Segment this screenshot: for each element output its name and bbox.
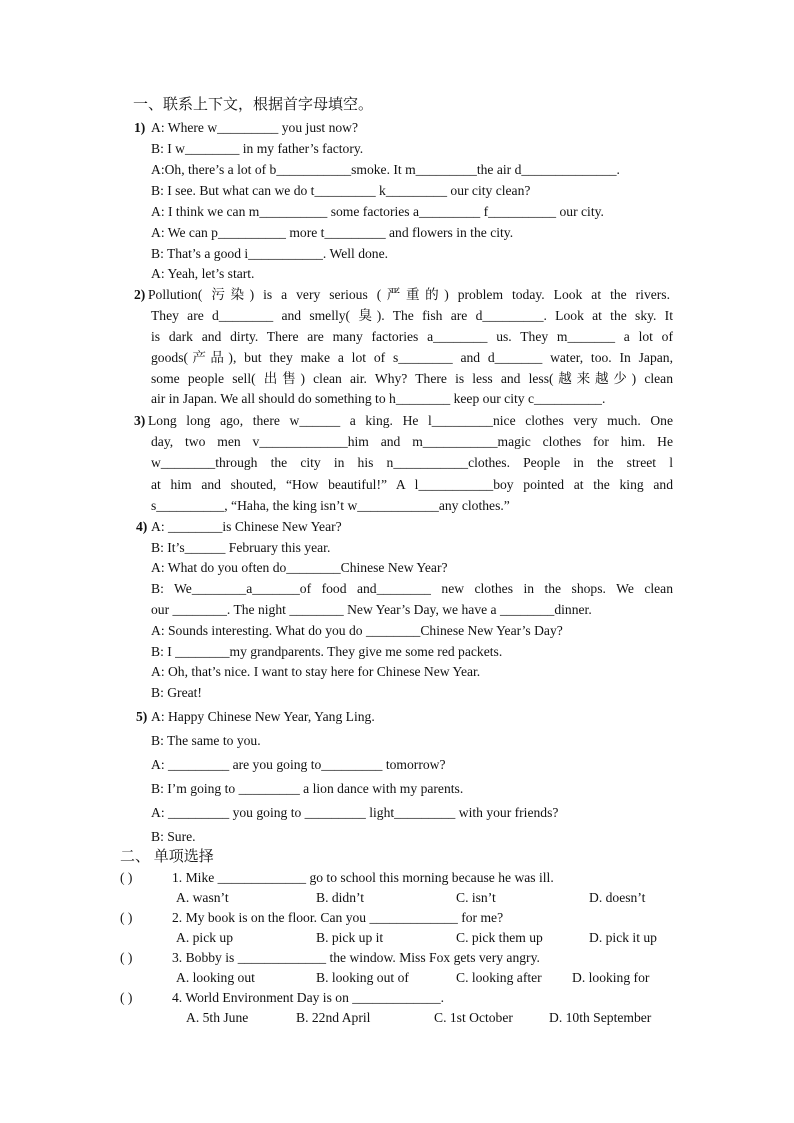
mc-option: D. looking for [572,970,650,985]
q4-line: A: What do you often do________Chinese New Year? [151,560,448,575]
q3-line: s__________, “Haha, the king isn’t w____________any clothes.” [151,498,510,513]
q2-line: some people sell( 出售) clean air. Why? There is less and less(越来越少) clean [151,371,673,386]
q5-line: A: Happy Chinese New Year, Yang Ling. [151,709,375,724]
mc-question-stem: 3. Bobby is _____________ the window. Miss Fox gets very angry. [172,950,540,965]
q5-number: 5) [136,709,148,724]
q1-line: A: I think we can m__________ some factories a_________ f__________ our city. [151,204,604,219]
q1-line: A:Oh, there’s a lot of b___________smoke. It m_________the air d______________. [151,162,620,177]
q4-line: B: It’s______ February this year. [151,540,331,555]
q4-line: our ________. The night ________ New Year’s Day, we have a ________dinner. [151,602,592,617]
mc-option: D. doesn’t [589,890,646,905]
q1-line: B: I see. But what can we do t_________ k_________ our city clean? [151,183,531,198]
mc-option: C. pick them up [456,930,543,945]
q3-line: day, two men v_____________him and m___________magic clothes for him. He [151,434,673,449]
q3-number: 3) [134,413,146,428]
q1-number: 1) [134,120,146,135]
q2-line: is dark and dirty. There are many factories a________ us. They m_______ a lot of [151,329,673,344]
q2-line: They are d________ and smelly( 臭). The fish are d_________. Look at the sky. It [151,308,673,323]
mc-option: B. pick up it [316,930,384,945]
mc-option: D. pick it up [589,930,657,945]
mc-question-stem: 4. World Environment Day is on _____________. [172,990,445,1005]
section1-title: 一、联系上下文，根据首字母填空。 [133,97,374,113]
q1-line: A: Yeah, let’s start. [151,266,255,281]
mc-question-stem: 2. My book is on the floor. Can you _____________ for me? [172,910,504,925]
q4-line: B: We________a_______of food and________ new clothes in the shops. We clean [151,581,673,596]
q1-line: B: That’s a good i___________. Well done. [151,246,389,261]
mc-option: C. 1st October [434,1010,513,1025]
q3-line: at him and shouted, “How beautiful!” A l___________boy pointed at the king and [151,477,673,492]
mc-answer-blank: ( ) [120,910,133,925]
q2-line: Pollution( 污染) is a very serious (严重的) problem today. Look at the rivers. [148,287,670,302]
q3-line: w________through the city in his n___________clothes. People in the street l [151,455,673,470]
q2-number: 2) [134,287,146,302]
q4-line: A: Sounds interesting. What do you do ________Chinese New Year’s Day? [151,623,563,638]
mc-question-stem: 1. Mike _____________ go to school this morning because he was ill. [172,870,554,885]
q4-line: A: ________is Chinese New Year? [151,519,342,534]
mc-option: C. isn’t [456,890,496,905]
mc-option: C. looking after [456,970,542,985]
q1-line: A: We can p__________ more t_________ and flowers in the city. [151,225,514,240]
q3-line: Long long ago, there w______ a king. He l_________nice clothes very much. One [148,413,673,428]
q1-line: A: Where w_________ you just now? [151,120,359,135]
q5-line: B: I’m going to _________ a lion dance with my parents. [151,781,464,796]
q5-line: A: _________ you going to _________ light_________ with your friends? [151,805,559,820]
q2-line: goods(产品), but they make a lot of s________ and d_______ water, too. In Japan, [151,350,673,365]
q5-line: B: Sure. [151,829,196,844]
q4-number: 4) [136,519,148,534]
mc-option: A. 5th June [186,1010,249,1025]
mc-answer-blank: ( ) [120,990,133,1005]
mc-option: B. looking out of [316,970,409,985]
section2-title: 二、 单项选择 [120,849,214,865]
mc-option: A. wasn’t [176,890,229,905]
mc-option: A. pick up [176,930,234,945]
mc-option: A. looking out [176,970,255,985]
mc-answer-blank: ( ) [120,950,133,965]
mc-answer-blank: ( ) [120,870,133,885]
q2-line: air in Japan. We all should do something to h________ keep our city c__________. [151,391,606,406]
mc-option: B. didn’t [316,890,365,905]
q5-line: B: The same to you. [151,733,261,748]
q4-line: B: I ________my grandparents. They give me some red packets. [151,644,503,659]
mc-option: B. 22nd April [296,1010,371,1025]
mc-option: D. 10th September [549,1010,652,1025]
q5-line: A: _________ are you going to_________ tomorrow? [151,757,446,772]
q1-line: B: I w________ in my father’s factory. [151,141,364,156]
q4-line: B: Great! [151,685,202,700]
q4-line: A: Oh, that’s nice. I want to stay here for Chinese New Year. [151,664,481,679]
